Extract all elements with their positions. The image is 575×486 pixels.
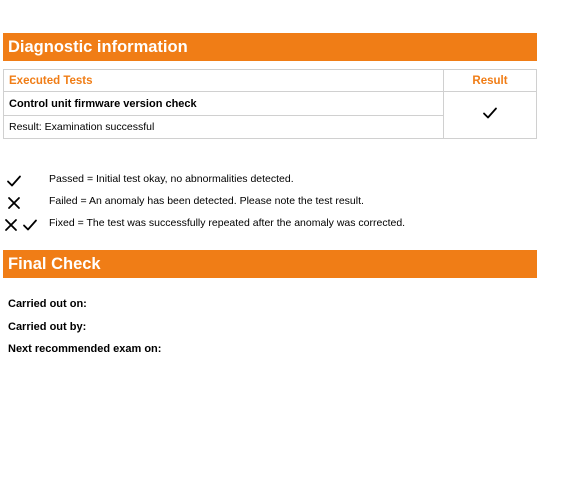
check-icon [482, 105, 498, 121]
result-cell [444, 92, 537, 139]
final-check-header: Final Check [3, 250, 537, 278]
check-icon [6, 173, 22, 189]
carried-out-by-label: Carried out by: [8, 320, 87, 333]
test-result-text: Result: Examination successful [4, 116, 444, 139]
executed-tests-table [3, 69, 537, 139]
diagnostic-information-header: Diagnostic information [3, 33, 537, 61]
legend-passed-text: Passed = Initial test okay, no abnormalities detected. [49, 173, 294, 185]
final-check-fields [8, 296, 161, 364]
legend-fixed-text: Fixed = The test was successfully repeated after the anomaly was corrected. [49, 217, 406, 229]
executed-tests-column-header: Executed Tests [4, 70, 444, 92]
cross-icon [6, 195, 22, 211]
legend-fixed [0, 214, 540, 236]
next-recommended-exam-label: Next recommended exam on: [8, 343, 162, 355]
carried-out-on-label: Carried out on: [8, 298, 87, 310]
legend-passed [0, 170, 540, 192]
check-icon [22, 217, 38, 233]
table-header-row [4, 70, 537, 92]
table-row [4, 92, 537, 116]
test-name: Control unit firmware version check [4, 92, 444, 116]
legend-failed [0, 192, 540, 214]
legend [0, 170, 540, 236]
cross-icon [3, 217, 19, 233]
legend-failed-text: Failed = An anomaly has been detected. Please note the test result. [49, 195, 364, 207]
result-column-header: Result [444, 70, 537, 92]
